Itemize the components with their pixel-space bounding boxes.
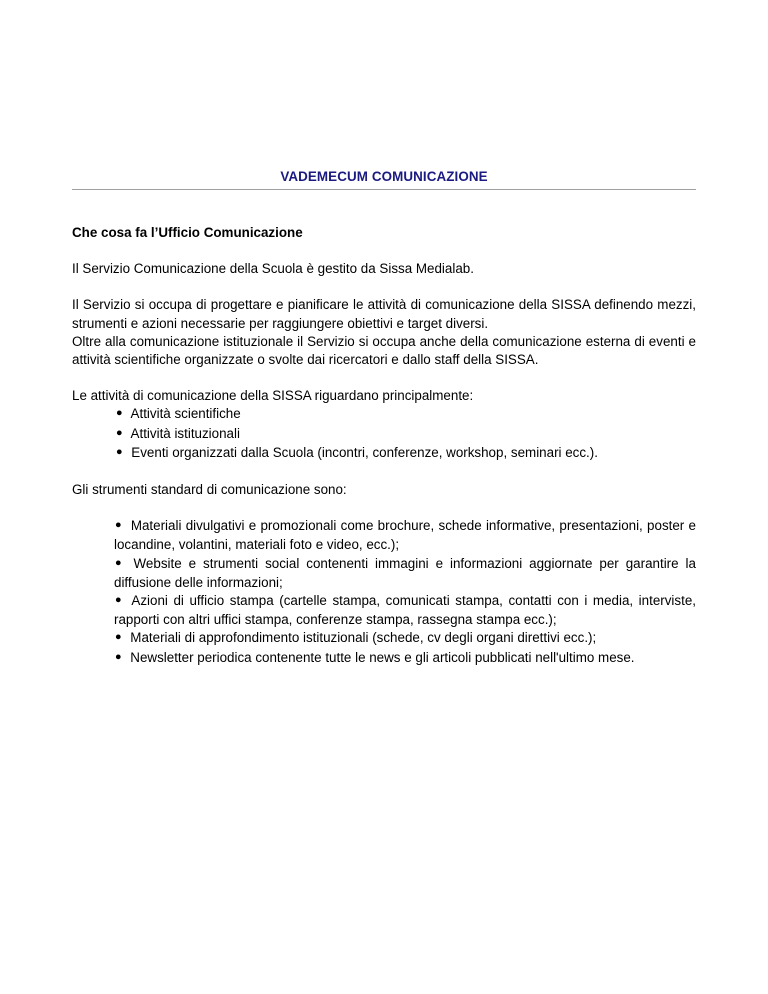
activities-intro: Le attività di comunicazione della SISSA riguardano principalmente: [72, 388, 474, 404]
list-item: • Attività scientifiche [115, 406, 241, 423]
bullet-icon: • [114, 631, 123, 647]
bullet-icon: • [115, 426, 124, 442]
paragraph-1: Il Servizio si occupa di progettare e pianificare le attività di comunicazione della SISSA definendo mezzi, strumenti e azioni necessarie per raggiungere obiettivi e target diversi. [72, 297, 696, 331]
bullet-icon: • [114, 594, 123, 610]
list-item: • Azioni di ufficio stampa (cartelle stampa, comunicati stampa, contatti con i media, interviste, rapporti con altri uffici stampa, conferenze stampa, rassegna stampa ecc.); [114, 593, 696, 628]
title-divider [72, 189, 696, 190]
list-item: • Attività istituzionali [115, 425, 240, 442]
bullet-icon: • [114, 650, 123, 666]
list-item: • Eventi organizzati dalla Scuola (incontri, conferenze, workshop, seminari ecc.). [115, 444, 598, 461]
bullet-icon: • [115, 407, 124, 423]
list-item: • Website e strumenti social contenenti immagini e informazioni aggiornate per garantire la diffusione delle informazioni; [114, 555, 696, 590]
activities-list [72, 405, 696, 463]
tools-intro: Gli strumenti standard di comunicazione sono: [72, 482, 347, 498]
bullet-icon: • [115, 445, 124, 461]
intro-paragraph: Il Servizio Comunicazione della Scuola è gestito da Sissa Medialab. [72, 261, 474, 277]
list-item: • Materiali divulgativi e promozionali come brochure, schede informative, presentazioni, poster e locandine, volantini, materiali foto e video, ecc.); [114, 518, 696, 553]
paragraph-2: Oltre alla comunicazione istituzionale il Servizio si occupa anche della comunicazione esterna di eventi e attività scientifiche organizzate o svolte dai ricercatori e dallo staff della SISSA. [72, 333, 696, 368]
tools-list [72, 517, 696, 668]
section-heading: Che cosa fa l’Ufficio Comunicazione [72, 225, 303, 240]
document-title: VADEMECUM COMUNICAZIONE [280, 169, 488, 184]
list-item: • Materiali di approfondimento istituzionali (schede, cv degli organi direttivi ecc.); [114, 630, 597, 647]
bullet-icon: • [114, 556, 123, 572]
bullet-icon: • [114, 519, 123, 535]
document-body [72, 224, 696, 668]
list-item: • Newsletter periodica contenente tutte le news e gli articoli pubblicati nell'ultimo mese. [114, 649, 635, 666]
